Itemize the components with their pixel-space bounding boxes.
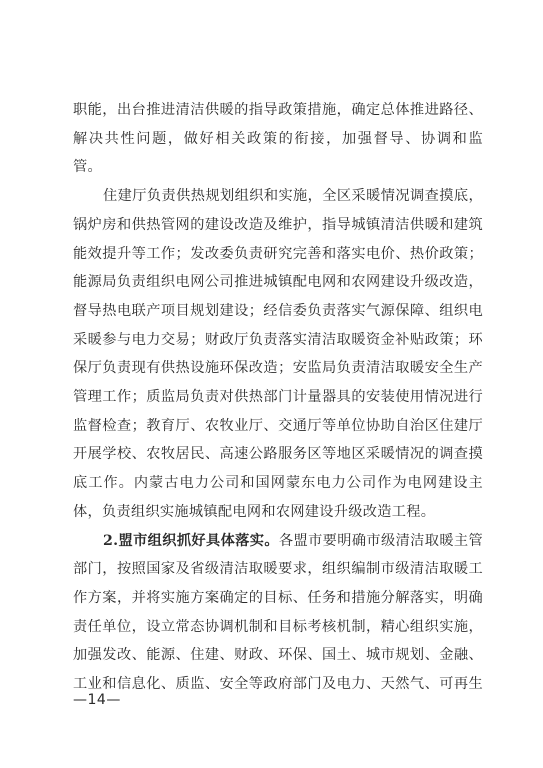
text-line: 采暖参与电力交易；财政厅负责落实清洁取暖资金补贴政策；环 xyxy=(73,331,483,348)
text-line: 体，负责组织实施城镇配电网和农网建设升级改造工程。 xyxy=(73,503,436,520)
text-line: 开展学校、农牧居民、高速公路服务区等地区采暖情况的调查摸 xyxy=(73,446,483,463)
text-line: 住建厅负责供热规划组织和实施，全区采暖情况调查摸底， xyxy=(103,188,483,205)
page-number: —14— xyxy=(73,692,121,708)
text-line: 保厅负责现有供热设施环保改造；安监局负责清洁取暖安全生产 xyxy=(73,360,483,377)
paragraph-2-first-line xyxy=(103,529,483,553)
text-line: 锅炉房和供热管网的建设改造及维护，指导城镇清洁供暖和建筑 xyxy=(73,216,483,233)
text-line: 督导热电联产项目规划建设；经信委负责落实气源保障、组织电 xyxy=(73,302,483,319)
text-line: 能源局负责组织电网公司推进城镇配电网和农网建设升级改造， xyxy=(73,274,483,291)
paragraph-heading: 2.盟市组织抓好具体落实。 xyxy=(103,532,279,549)
text-line: 加强发改、能源、住建、财政、环保、国土、城市规划、金融、 xyxy=(73,647,483,664)
text-line: 能效提升等工作；发改委负责研究完善和落实电价、热价政策； xyxy=(73,245,483,262)
text-line: 职能，出台推进清洁供暖的指导政策措施，确定总体推进路径、 xyxy=(73,102,483,118)
text-line: 作方案，并将实施方案确定的目标、任务和措施分解落实，明确 xyxy=(73,589,483,606)
text-line: 工业和信息化、质监、安全等政府部门及电力、天然气、可再生 xyxy=(73,676,483,692)
text-line: 管。 xyxy=(73,159,102,176)
text-line: 监督检查；教育厅、农牧业厅、交通厅等单位协助自治区住建厅 xyxy=(73,417,483,434)
text-line: 底工作。内蒙古电力公司和国网蒙东电力公司作为电网建设主 xyxy=(73,475,483,492)
text-line: 部门，按照国家及省级清洁取暖要求，组织编制市级清洁取暖工 xyxy=(73,561,483,578)
text-line: 责任单位，设立常态协调机制和目标考核机制，精心组织实施， xyxy=(73,618,483,635)
text-line: 管理工作；质监局负责对供热部门计量器具的安装使用情况进行 xyxy=(73,389,483,405)
text-line: 解决共性问题，做好相关政策的衔接，加强督导、协调和监 xyxy=(73,130,483,147)
text-span: 各盟市要明确市级清洁取暖主管 xyxy=(278,532,483,549)
